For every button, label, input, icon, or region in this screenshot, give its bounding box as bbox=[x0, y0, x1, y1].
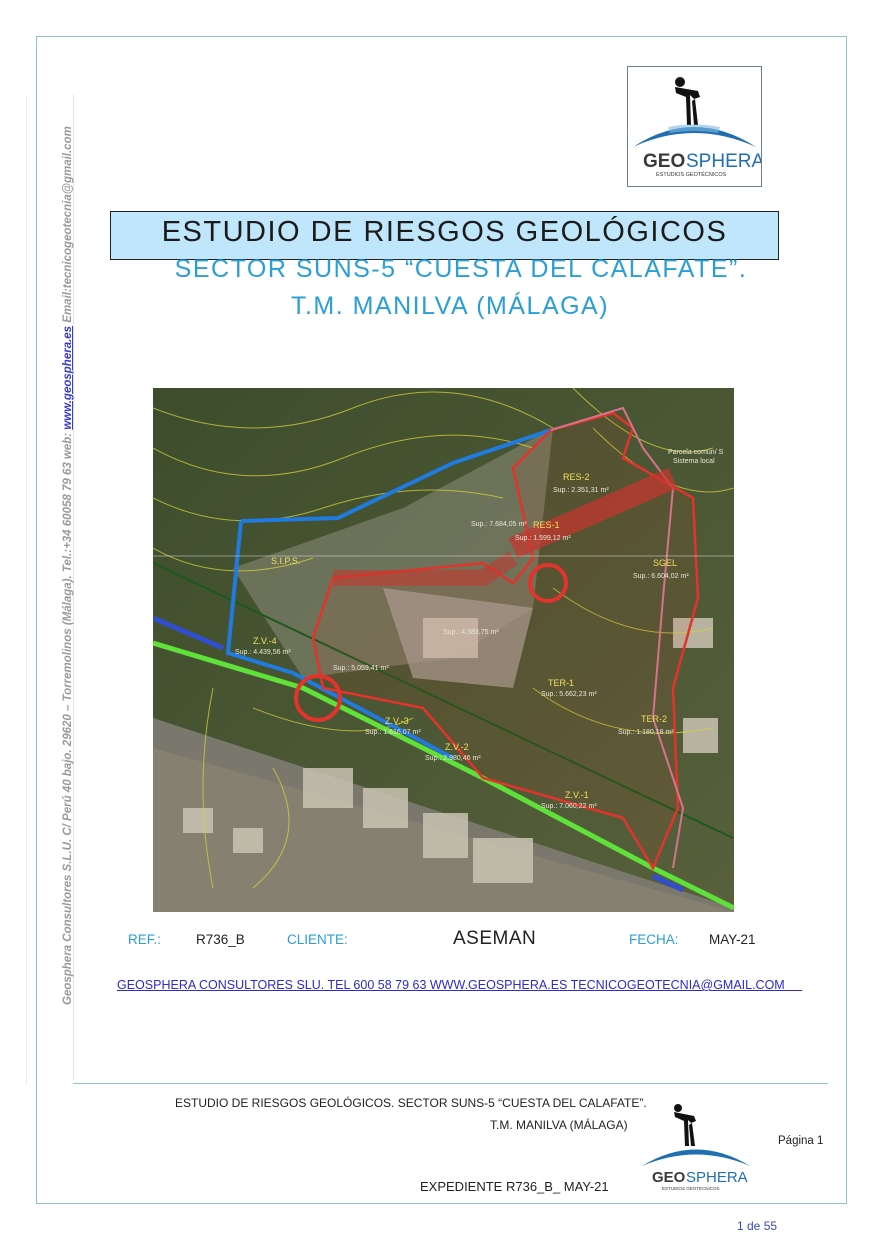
company-address: Geosphera Consultores S.L.U. C/ Perú 40 bajo. 29620 – Torremolinos (Málaga). Tel.:+34 60058 79 63 web: bbox=[62, 429, 74, 1005]
map-label: Z.V.-4 bbox=[253, 636, 277, 646]
date-label: FECHA: bbox=[629, 932, 679, 947]
map-label: RES-2 bbox=[563, 472, 590, 482]
outer-margin-rule bbox=[26, 95, 27, 1085]
website-link[interactable]: www.geosphera.es bbox=[62, 325, 74, 430]
site-plan-image bbox=[153, 388, 734, 912]
logo-geo-text: GEO bbox=[643, 151, 686, 172]
map-label: Sup.: 1.180,18 m² bbox=[618, 729, 674, 736]
map-label: Sistema local bbox=[673, 458, 715, 465]
contact-link[interactable]: GEOSPHERA CONSULTORES SLU. TEL 600 58 79 63 WWW.GEOSPHERA.ES TECNICOGEOTECNIA@GMAIL.COM bbox=[117, 978, 803, 992]
document-subtitle-line2: T.M. MANILVA (MÁLAGA) bbox=[290, 292, 610, 320]
map-label: S.I.P.S. bbox=[271, 556, 301, 566]
document-subtitle-line1: SECTOR SUNS-5 “CUESTA DEL CALAFATE”. bbox=[174, 255, 748, 283]
logo-tagline: ESTUDIOS GEOTÉCNICOS bbox=[656, 172, 727, 178]
map-label: Sup.: 4.383,75 m² bbox=[443, 629, 499, 636]
map-label: Sup.: 1.599,12 m² bbox=[515, 535, 571, 542]
geosphera-footer-logo-icon bbox=[640, 1098, 752, 1193]
map-label: Sup.: 4.439,56 m² bbox=[235, 649, 291, 656]
document-title: ESTUDIO DE RIESGOS GEOLÓGICOS bbox=[161, 216, 728, 248]
map-label: TER-2 bbox=[641, 714, 668, 724]
ref-value: R736_B bbox=[196, 932, 245, 947]
map-label: Z.V.-2 bbox=[445, 742, 469, 752]
map-label: Parcela común/ S bbox=[668, 449, 724, 456]
client-value: ASEMAN bbox=[453, 928, 537, 949]
geosphera-logo-icon bbox=[628, 67, 761, 186]
footer-title-line1: ESTUDIO DE RIESGOS GEOLÓGICOS. SECTOR SUNS-5 “CUESTA DEL CALAFATE”. bbox=[175, 1096, 647, 1110]
map-label: SGEL bbox=[653, 558, 678, 568]
footer-title-line2: T.M. MANILVA (MÁLAGA) bbox=[490, 1118, 628, 1132]
ref-label: REF.: bbox=[128, 932, 162, 947]
expediente-code: EXPEDIENTE R736_B_ MAY-21 bbox=[420, 1179, 609, 1194]
map-label: Sup.: 1.616,07 m² bbox=[365, 729, 421, 736]
footer-divider bbox=[73, 1083, 828, 1084]
map-label: Z.V.-1 bbox=[565, 790, 589, 800]
map-label: Z.V.-3 bbox=[385, 716, 409, 726]
footer-logo-geo-text: GEO bbox=[652, 1169, 686, 1186]
map-label: Sup.: 2.351,31 m² bbox=[553, 487, 609, 494]
map-label: TER-1 bbox=[548, 678, 575, 688]
footer-logo-sphera-text: SPHERA bbox=[686, 1169, 748, 1186]
date-value: MAY-21 bbox=[709, 932, 756, 947]
map-label: Sup.: 6.604,02 m² bbox=[633, 573, 689, 580]
page-label: Página 1 bbox=[778, 1135, 824, 1147]
map-label: Sup.: 5.059,41 m² bbox=[333, 665, 389, 672]
client-label: CLIENTE: bbox=[287, 932, 348, 947]
logo-sphera-text: SPHERA bbox=[686, 151, 761, 172]
footer-logo-tagline: ESTUDIOS GEOTÉCNICOS bbox=[662, 1186, 720, 1191]
map-label: RES-1 bbox=[533, 520, 560, 530]
map-label: Sup.: 5.662,23 m² bbox=[541, 691, 597, 698]
aerial-site-map bbox=[153, 388, 734, 912]
map-label: Sup.: 2.980,46 m² bbox=[425, 755, 481, 762]
company-email: Email:tecnicogeotecnia@gmail.com bbox=[62, 126, 74, 326]
map-label: Sup.: 7.684,05 m² bbox=[471, 521, 527, 528]
page-indicator: 1 de 55 bbox=[737, 1219, 778, 1233]
footer-logo bbox=[640, 1098, 752, 1193]
company-logo bbox=[627, 66, 762, 187]
map-label: Sup.: 7.060,22 m² bbox=[541, 803, 597, 810]
